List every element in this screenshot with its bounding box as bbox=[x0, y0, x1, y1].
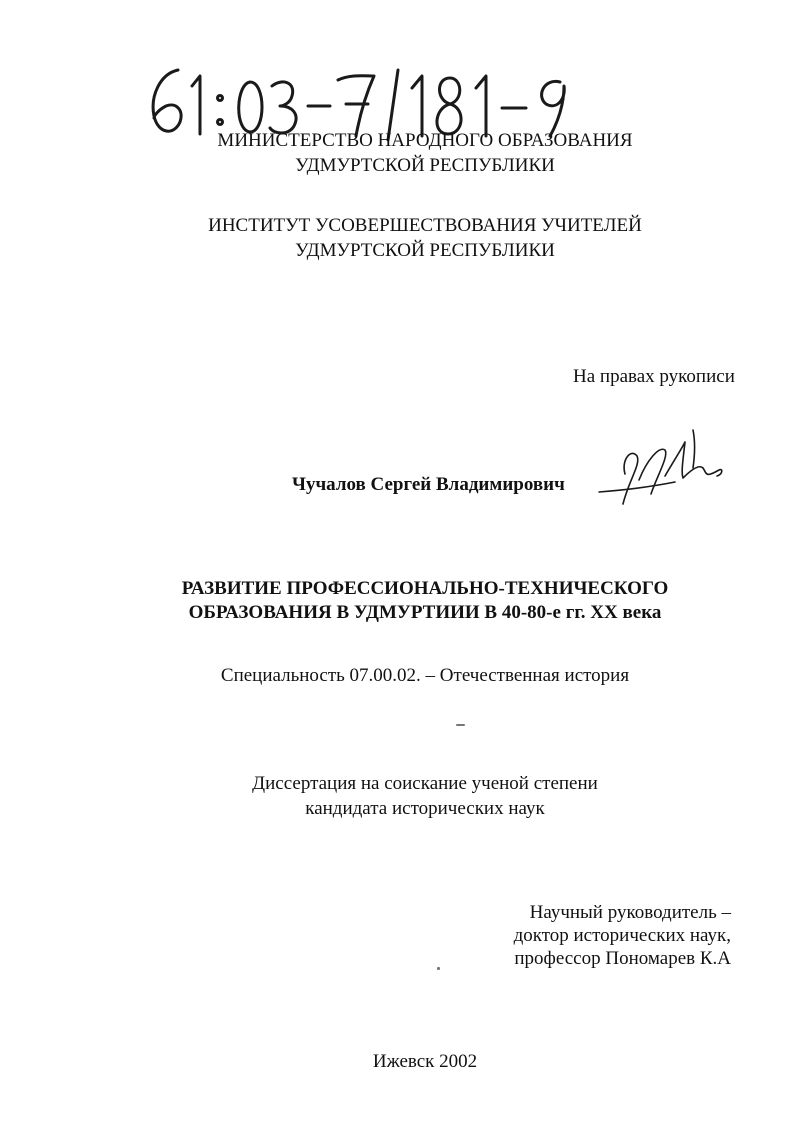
degree-line-2: кандидата исторических наук bbox=[305, 798, 545, 819]
ministry-heading bbox=[0, 128, 793, 178]
title-line-2: ОБРАЗОВАНИЯ В УДМУРТИИИ В 40-80-е гг. XX века bbox=[188, 602, 662, 623]
degree-line-1: Диссертация на соискание ученой степени bbox=[252, 773, 598, 794]
scan-speck bbox=[456, 724, 465, 726]
author-name: Чучалов Сергей Владимирович bbox=[292, 474, 565, 495]
institute-line-1: ИНСТИТУТ УСОВЕРШЕСТВОВАНИЯ УЧИТЕЛЕЙ bbox=[208, 215, 642, 236]
advisor-line-3: профессор Пономарев К.А bbox=[514, 948, 731, 969]
institute-heading bbox=[0, 213, 793, 263]
ministry-line-2: УДМУРТСКОЙ РЕСПУБЛИКИ bbox=[295, 155, 555, 176]
scan-speck bbox=[437, 967, 440, 970]
dissertation-title bbox=[0, 577, 793, 625]
specialty: Специальность 07.00.02. – Отечественная история bbox=[220, 665, 630, 686]
manuscript-note: На правах рукописи bbox=[573, 366, 735, 387]
ministry-line-1: МИНИСТЕРСТВО НАРОДНОГО ОБРАЗОВАНИЯ bbox=[217, 130, 633, 151]
title-line-1: РАЗВИТИЕ ПРОФЕССИОНАЛЬНО-ТЕХНИЧЕСКОГО bbox=[181, 578, 669, 599]
advisor-line-2: доктор исторических наук, bbox=[513, 925, 731, 946]
scientific-advisor bbox=[514, 901, 731, 970]
author-signature bbox=[595, 420, 735, 510]
city-year: Ижевск 2002 bbox=[372, 1051, 478, 1072]
advisor-line-1: Научный руководитель – bbox=[529, 902, 731, 923]
degree-statement bbox=[0, 771, 793, 821]
institute-line-2: УДМУРТСКОЙ РЕСПУБЛИКИ bbox=[295, 240, 555, 261]
